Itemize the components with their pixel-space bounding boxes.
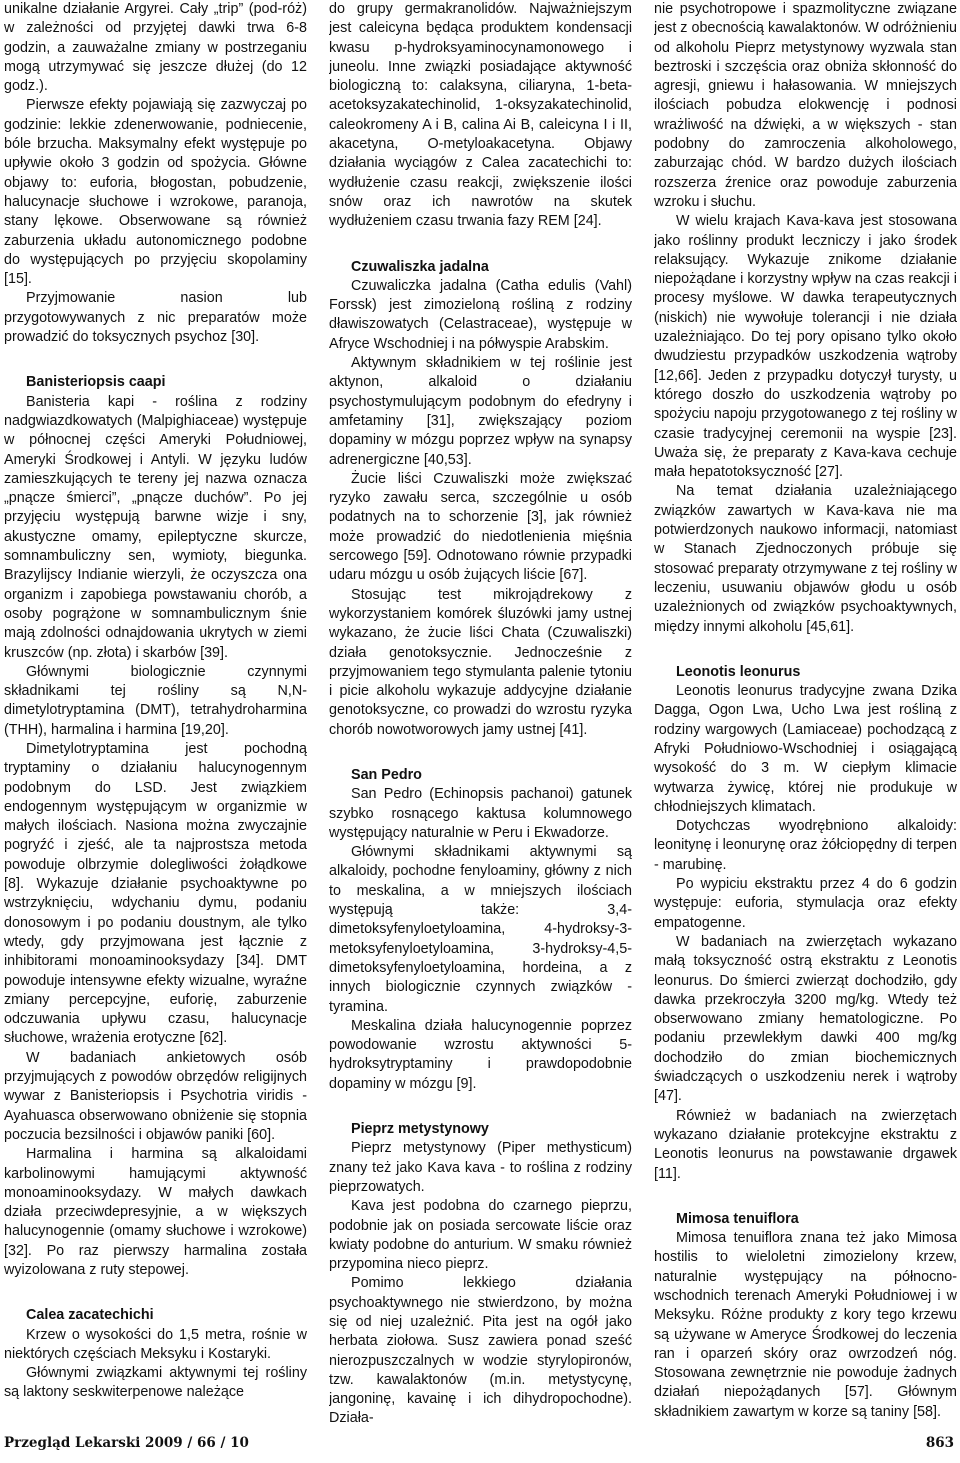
section-heading: Calea zacatechichi bbox=[26, 1307, 154, 1324]
section-heading: Mimosa tenuiflora bbox=[676, 1210, 799, 1227]
paragraph: Również w badaniach na zwierzętach wykazano działanie protekcyjne ekstraktu z Leonotis leonurus na powstawanie drgawek [11]. bbox=[654, 1107, 957, 1182]
paragraph: Harmalina i harmina są alkaloidami karbolinowymi hamującymi aktywność monoaminooksydazy. W małych dawkach działa przeciwdepresyjnie, a w większych halucynogennie (omamy słuchowe i wzrokowe) [32]. Po raz pierwszy harmalina została wyizolowana z ruty stepowej. bbox=[4, 1146, 307, 1278]
page-number: 863 bbox=[925, 1435, 954, 1451]
paragraph: Głównymi związkami aktywnymi tej rośliny są laktony seskwiterpenowe należące bbox=[4, 1365, 307, 1401]
paragraph: Meskalina działa halucynogennie poprzez powodowanie wzrostu aktywności 5-hydroksytryptaminy i prawdopodobnie dopaminy w mózgu [9]. bbox=[329, 1017, 632, 1092]
column-2 bbox=[329, 0, 632, 1426]
section-heading: Pieprz metystynowy bbox=[351, 1121, 489, 1138]
paragraph: Mimosa tenuiflora znana też jako Mimosa hostilis to wieloletni zimozielony krzew, naturalnie występujący na północno-wschodnich terenach Ameryki Południowej i w Meksyku. Różne produkty z kory tego krzewu są używane w Ameryce Środkowej do leczenia ran i oparzeń skóry oraz owrzodzeń nóg. Stosowana zewnętrznie nie powoduje żadnych działań niepożądanych [57]. Głównym składnikiem zawartym w korze są taniny [58]. bbox=[654, 1230, 957, 1420]
paragraph: nie psychotropowe i spazmolityczne związane jest z obecnością kawalaktonów. W odróżnieniu od alkoholu Pieprz metystynowy wyzwala stan beztroski i szczęścia oraz obniża skłonność do agresji, gniewu i hałasowania. W mniejszych ilościach pobudza elokwencję i podnosi wrażliwość na dźwięki, a w większych - stan podobny do zamroczenia alkoholowego, zaburzając chód. W bardzo dużych ilościach rozszerza źrenice oraz powoduje zaburzenia wzroku i słuchu. bbox=[654, 1, 957, 210]
paragraph: W badaniach ankietowych osób przyjmujących z powodów obrzędów religijnych wywar z Banisteriopsis i Psychotria viridis - Ayahuasca obserwowano obniżenie się stopnia poczucia bezsilności i objawów paniki [60]. bbox=[4, 1049, 307, 1143]
paragraph: Przyjmowanie nasion lub przygotowywanych z nic preparatów może prowadzić do toksycznych psychoz [30]. bbox=[4, 290, 307, 346]
paragraph: Głównymi składnikami aktywnymi są alkaloidy, pochodne fenyloaminy, główny z nich to meskalina, a w mniejszych ilościach występują także: 3,4-dimetoksyfenyloetyloamina, 4-hydroksy-3-metoksyfenyloetyloamina, 3-hydroksy-4,5-dimetoksyfenyloetyloamina, hordeina, a z innych biologicznie czynnych związków - tyramina. bbox=[329, 844, 632, 1015]
paragraph: Pieprz metystynowy (Piper methysticum) znany też jako Kava kava - to roślina z rodziny pieprzowatych. bbox=[329, 1140, 632, 1195]
paragraph: Stosując test mikrojądrekowy z wykorzystaniem komórek śluzówki jamy ustnej wykazano, że żucie liści Chata (Czuwaliszki) działa genotoksycznie. Jednocześnie z przyjmowaniem tego stymulanta palenie tytoniu i picie alkoholu wykazuje addycyjne działanie genotoksyczne, co prowadzi do wzrostu ryzyka chorób nowotworowych jamy ustnej [41]. bbox=[329, 586, 632, 738]
journal-citation: Przegląd Lekarski 2009 / 66 / 10 bbox=[4, 1435, 249, 1451]
paragraph: Po wypiciu ekstraktu przez 4 do 6 godzin występuje: euforia, stymulacja oraz efekty empatogenne. bbox=[654, 876, 957, 931]
paragraph: W wielu krajach Kava-kava jest stosowana jako roślinny produkt leczniczy i jako środek relaksujący. Wykazuje znikome działanie niepożądane i korzystny wpływ na czas reakcji i procesy myślowe. W dawka terapeutycznych (niskich) nie wywołuje tolerancji i nie działa uzależniająco. Do tej pory opisano tylko około dwudziestu przypadków uszkodzenia wątroby [12,66]. Jeden z przypadku dotyczył turysty, u którego doszło do uszkodzenia wątroby po spożyciu napoju przygotowanego z tej rośliny w czasie tradycyjnej ceremonii na wyspie [23]. Uważa się, że preparaty z Kava-kava cechuje mała hepatotoksyczność [27]. bbox=[654, 213, 957, 481]
paragraph: unikalne działanie Argyrei. Cały „trip” (pod-róż) w zależności od przyjętej dawki trwa 6-8 godzin, a zauważalne zmiany w postrzeganiu mogą utrzymywać się jeszcze dłużej (do 12 godz.). bbox=[4, 1, 307, 95]
paragraph: Czuwaliczka jadalna (Catha edulis (Vahl) Forssk) jest zimozieloną rośliną z rodziny dławiszowatych (Celastraceae), występuje w Afryce Wschodniej i na półwyspie Arabskim. bbox=[329, 277, 632, 352]
paragraph: San Pedro (Echinopsis pachanoi) gatunek szybko rosnącego kaktusa kolumnowego występujący naturalnie w Peru i Ekwadorze. bbox=[329, 786, 632, 841]
paragraph: Pomimo lekkiego działania psychoaktywnego nie stwierdzono, by można się od niej uzależnić. Pita jest na ogół jako herbata ziołowa. Susz zawiera ponad sześć nierozpuszczalnych w wodzie styrylopironów, tzw. kawalaktonów (m.in. metystycynę, jangoninę, kavainę i ich dihydropochodne). Działa- bbox=[329, 1275, 632, 1426]
article-columns bbox=[4, 0, 958, 1426]
paragraph: Banisteria kapi - roślina z rodziny nadgwiazdkowatych (Malpighiaceae) występuje w północnej części Ameryki Południowej, Ameryki Środkowej i Antyli. W języku ludów zamieszkujących te tereny jej nazwa oznacza „pnącze śmierci”, „pnącze duchów”. Po jej przyjęciu występują barwne wizje i sny, akustyczne omamy, epileptyczne skurcze, somnambuliczny sen, wymioty, biegunka. Brazylijscy Indianie wierzyli, że oczyszcza ona organizm i zapobiega powstawaniu chorób, a osoby pogrążone w somnambulicznym śnie mają zdolności odnajdowania ukrytych w ziemi kruszców (np. złota) i skarbów [39]. bbox=[4, 393, 307, 661]
section-heading: Leonotis leonurus bbox=[676, 663, 801, 680]
paragraph: W badaniach na zwierzętach wykazano małą toksyczność ostrą ekstraktu z Leonotis leonurus. Do śmierci zwierząt dochodziło, gdy dawka przekroczyła 3200 mg/kg. Wtedy też obserwowano zmiany hematologiczne. Po podaniu przewlekłym dawki 400 mg/kg dochodziło do zmian biochemicznych świadczących o uszkodzeniu nerek i wątroby [47]. bbox=[654, 933, 957, 1105]
column-1 bbox=[4, 0, 307, 1426]
section-heading: San Pedro bbox=[351, 766, 422, 783]
paragraph: Dimetylotryptamina jest pochodną tryptaminy o działaniu halucynogennym podobnym do LSD. Jest związkiem endogennym występującym w organizmie w małych ilościach. Nasiona można zwyczajnie pogryźć i zjeść, ale ta najprostsza metoda powoduje olbrzymie dolegliwości żołądkowe [8]. Wykazuje działanie psychoaktywne po wstrzyknięciu, wdychaniu dymu, podaniu donosowym i po podaniu doustnym, ale tylko wtedy, gdy przyjmowana jest łącznie z inhibitorami monoaminooksydazy [34]. DMT powoduje intensywne efekty wizualne, wyraźne zmiany percepcyjne, euforię, zaburzenie odczuwania upływu czasu, halucynacje słuchowe, wrażenia erotyczne [62]. bbox=[4, 740, 307, 1047]
paragraph: Głównymi biologicznie czynnymi składnikami tej rośliny są N,N-dimetylotryptamina (DMT), tetrahydroharmina (THH), harmalina i harmina [19,20]. bbox=[4, 663, 307, 738]
page-footer bbox=[4, 1428, 954, 1458]
column-3 bbox=[654, 0, 957, 1426]
paragraph: Leonotis leonurus tradycyjne zwana Dzika Dagga, Ogon Lwa, Ucho Lwa jest rośliną z rodziny wargowych (Lamiaceae) pochodzącą z Afryki Południowo-Wschodniej i osiągającą wysokość do 3 m. W ciepłym klimacie wytwarza żywicę, której nie produkuje w chłodniejszych klimatach. bbox=[654, 683, 957, 815]
paragraph: do grupy germakranolidów. Najważniejszym jest caleicyna będąca produktem kondensacji kwasu p-hydroksyaminocynamonowego i juneolu. Inne związki posiadające aktywność biologiczną to: calaksyna, ciliaryna, 1-beta-acetoksyzakatechinolid, 1-oksyzakatechinolid, caleokromeny A i B, calina Ai B, caleicyna I i II, akacetyna, O-metyloakacetyna. Objawy działania wyciągów z Calea zacatechichi to: wydłużenie czasu reakcji, zwiększenie ilości snów oraz ich nawrotów na skutek wydłużeniem czasu trwania fazy REM [24]. bbox=[329, 1, 632, 230]
paragraph: Aktywnym składnikiem w tej roślinie jest aktynon, alkaloid o działaniu psychostymulującym podobnym do efedryny i amfetaminy [31], zwiększający poziom dopaminy w mózgu poprzez wpływ na synapsy adrenergiczne [40,53]. bbox=[329, 355, 632, 468]
paragraph: Kava jest podobna do czarnego pieprzu, podobnie jak on posiada sercowate liście oraz kwiaty podobne do anturium. W smaku również przypomina nieco pieprz. bbox=[329, 1198, 632, 1273]
section-heading: Czuwaliszka jadalna bbox=[351, 258, 489, 275]
paragraph: Pierwsze efekty pojawiają się zazwyczaj po godzinie: lekkie zdenerwowanie, podniecenie, bóle brzucha. Maksymalny efekt występuje po upływie około 3 godzin od spożycia. Główne objawy to: euforia, błogostan, pobudzenie, halucynacje słuchowe i wzrokowe, paranoja, stany lękowe. Obserwowane są również zaburzenia układu autonomicznego podobne do występujących po przyjęciu skopolaminy [15]. bbox=[4, 97, 307, 288]
section-heading: Banisteriopsis caapi bbox=[26, 374, 166, 391]
paragraph: Dotychczas wyodrębniono alkaloidy: leonitynę i leonurynę oraz żółciopędny di terpen - marubinę. bbox=[654, 818, 957, 873]
paragraph: Krzew o wysokości do 1,5 metra, rośnie w niektórych częściach Meksyku i Kostaryki. bbox=[4, 1326, 307, 1362]
paragraph: Żucie liści Czuwaliszki może zwiększać ryzyko zawału serca, szczególnie u osób podatnych na to schorzenie [3], jak również może prowadzić do niedotlenienia mięśnia sercowego [59]. Odnotowano równie przypadki udaru mózgu u osób żujących liście [67]. bbox=[329, 470, 632, 584]
paragraph: Na temat działania uzależniającego związków zawartych w Kava-kava nie ma potwierdzonych naukowo informacji, natomiast w Stanach Zjednoczonych próbuje się stosować preparaty otrzymywane z tej rośliny w leczeniu, usuwaniu objawów głodu u osób uzależnionych od związków psychoaktywnych, między innymi alkoholu [45,61]. bbox=[654, 483, 957, 635]
